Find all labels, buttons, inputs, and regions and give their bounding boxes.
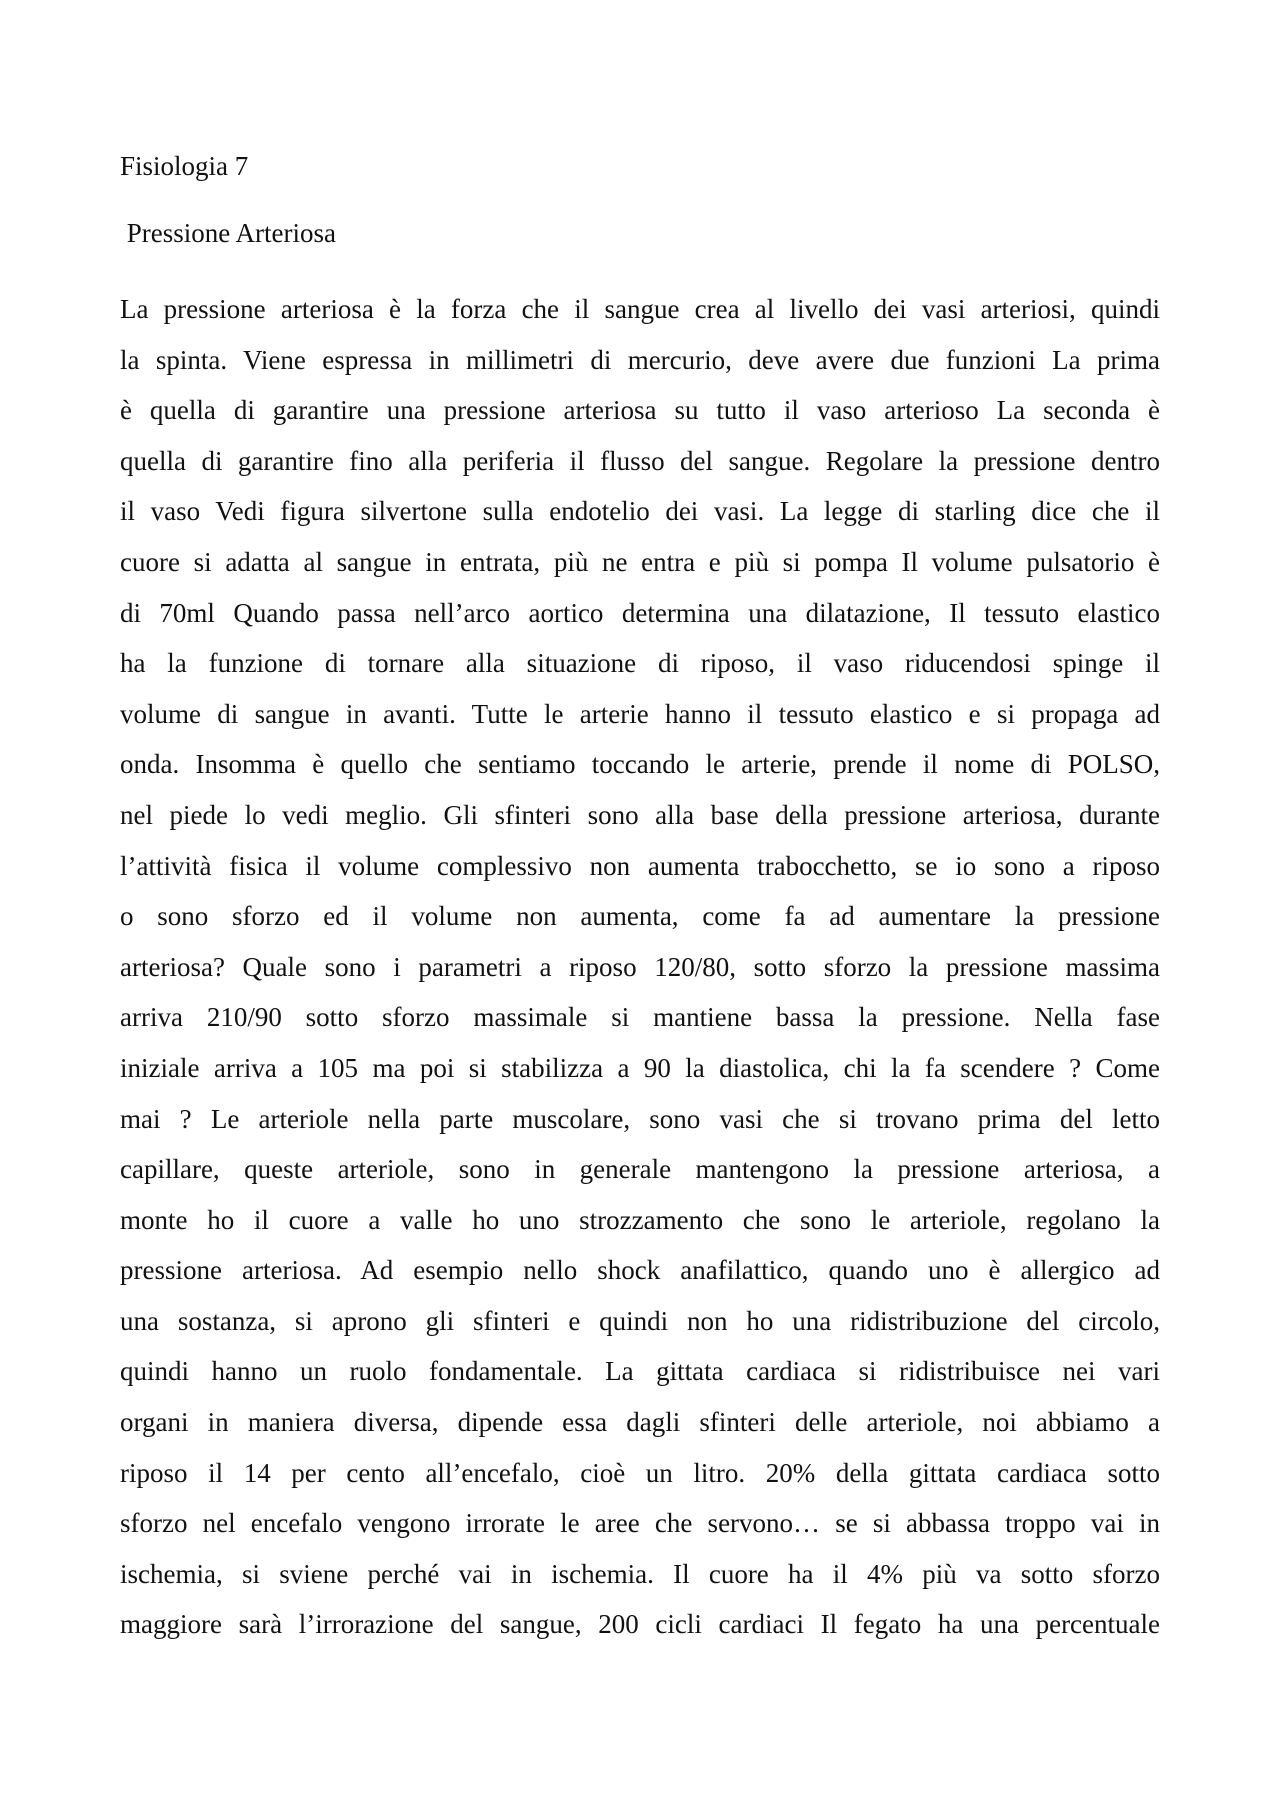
text-line: quella di garantire fino alla periferia il flusso del sangue. Regolare la pressione dentro <box>120 445 1160 476</box>
text-line: quindi hanno un ruolo fondamentale. La gittata cardiaca si ridistribuisce nei vari <box>120 1356 1160 1387</box>
text-line: pressione arteriosa. Ad esempio nello shock anafilattico, quando uno è allergico ad <box>120 1255 1160 1286</box>
document-subtitle: Pressione Arteriosa <box>120 218 336 248</box>
text-line: maggiore sarà l’irrorazione del sangue, 200 cicli cardiaci Il fegato ha una percentuale <box>120 1609 1160 1640</box>
text-line: sforzo nel encefalo vengono irrorate le aree che servono… se si abbassa troppo vai in <box>120 1508 1160 1539</box>
text-line: cuore si adatta al sangue in entrata, più ne entra e più si pompa Il volume pulsatorio è <box>120 546 1160 577</box>
text-line: mai ? Le arteriole nella parte muscolare, sono vasi che si trovano prima del letto <box>120 1103 1160 1134</box>
text-line: onda. Insomma è quello che sentiamo toccando le arterie, prende il nome di POLSO, <box>120 749 1160 780</box>
text-line: nel piede lo vedi meglio. Gli sfinteri sono alla base della pressione arteriosa, durante <box>120 799 1160 830</box>
body-paragraph <box>120 284 1160 1650</box>
text-line: arriva 210/90 sotto sforzo massimale si mantiene bassa la pressione. Nella fase <box>120 1002 1160 1033</box>
text-line: la spinta. Viene espressa in millimetri di mercurio, deve avere due funzioni La prima <box>120 344 1160 375</box>
text-line: il vaso Vedi figura silvertone sulla endotelio dei vasi. La legge di starling dice che il <box>120 496 1160 527</box>
text-line: di 70ml Quando passa nell’arco aortico determina una dilatazione, Il tessuto elastico <box>120 597 1160 628</box>
text-line: ha la funzione di tornare alla situazione di riposo, il vaso riducendosi spinge il <box>120 648 1160 679</box>
text-line: monte ho il cuore a valle ho uno strozzamento che sono le arteriole, regolano la <box>120 1204 1160 1235</box>
document-title: Fisiologia 7 <box>120 151 249 181</box>
text-line: riposo il 14 per cento all’encefalo, cioè un litro. 20% della gittata cardiaca sotto <box>120 1457 1160 1488</box>
text-line: organi in maniera diversa, dipende essa dagli sfinteri delle arteriole, noi abbiamo a <box>120 1407 1160 1438</box>
text-line: o sono sforzo ed il volume non aumenta, come fa ad aumentare la pressione <box>120 901 1160 932</box>
text-line: volume di sangue in avanti. Tutte le arterie hanno il tessuto elastico e si propaga ad <box>120 698 1160 729</box>
text-line: ischemia, si sviene perché vai in ischemia. Il cuore ha il 4% più va sotto sforzo <box>120 1558 1160 1589</box>
text-line: iniziale arriva a 105 ma poi si stabilizza a 90 la diastolica, chi la fa scendere ? Come <box>120 1052 1160 1083</box>
text-line: La pressione arteriosa è la forza che il sangue crea al livello dei vasi arteriosi, quindi <box>120 294 1160 324</box>
text-line: è quella di garantire una pressione arteriosa su tutto il vaso arterioso La seconda è <box>120 395 1160 426</box>
text-line: arteriosa? Quale sono i parametri a riposo 120/80, sotto sforzo la pressione massima <box>120 951 1160 982</box>
text-line: l’attività fisica il volume complessivo non aumenta trabocchetto, se io sono a riposo <box>120 850 1160 881</box>
text-line: capillare, queste arteriole, sono in generale mantengono la pressione arteriosa, a <box>120 1154 1160 1185</box>
text-line: una sostanza, si aprono gli sfinteri e quindi non ho una ridistribuzione del circolo, <box>120 1305 1160 1336</box>
